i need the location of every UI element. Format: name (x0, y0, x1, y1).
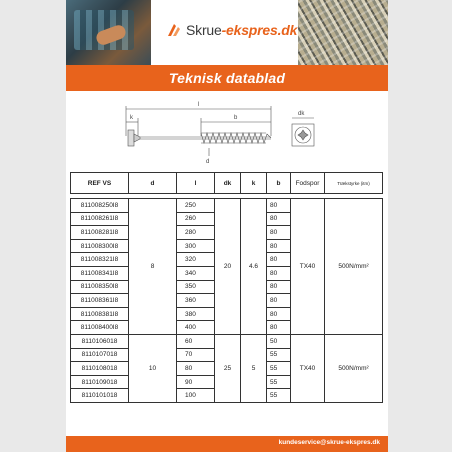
brand-name (186, 22, 297, 38)
cell-l: 100 (177, 389, 215, 403)
header (66, 0, 388, 65)
brand-name-suffix: -ekspres.dk (221, 22, 298, 38)
cell-b: 80 (267, 280, 291, 294)
label-k: k (130, 115, 133, 121)
header-dk: dk (215, 173, 241, 194)
cell-b: 80 (267, 212, 291, 226)
cell-b: 80 (267, 239, 291, 253)
cell-dk: 25 (215, 334, 241, 402)
cell-dk: 20 (215, 199, 241, 335)
cell-b: 55 (267, 375, 291, 389)
label-d: d (206, 159, 210, 165)
screw-drawing (66, 96, 388, 166)
cell-ref: 811008300I8 (71, 239, 129, 253)
header-ref: REF VS (71, 173, 129, 194)
table-row (71, 334, 383, 348)
header-k: k (241, 173, 267, 194)
label-dk: dk (298, 111, 305, 117)
header-b: b (267, 173, 291, 194)
cell-ref: 811008281I8 (71, 226, 129, 240)
cell-ref: 811008261I8 (71, 212, 129, 226)
cell-b: 80 (267, 321, 291, 335)
cell-drive: TX40 (291, 199, 325, 335)
cell-tensile: 500N/mm² (325, 199, 383, 335)
cell-b: 80 (267, 199, 291, 213)
cell-b: 80 (267, 294, 291, 308)
header-d: d (129, 173, 177, 194)
cell-l: 320 (177, 253, 215, 267)
screw-thread (201, 133, 271, 143)
cell-b: 80 (267, 266, 291, 280)
cell-b: 80 (267, 307, 291, 321)
page-title: Teknisk datablad (168, 70, 286, 86)
cell-d: 8 (129, 199, 177, 335)
cell-l: 90 (177, 375, 215, 389)
cell-l: 260 (177, 212, 215, 226)
header-l: l (177, 173, 215, 194)
cell-k: 5 (241, 334, 267, 402)
table-row (71, 199, 383, 213)
cell-ref: 811008321I8 (71, 253, 129, 267)
cell-l: 280 (177, 226, 215, 240)
cell-ref: 811008350I8 (71, 280, 129, 294)
header-drive: Fodspor (291, 173, 325, 194)
screw-head (128, 130, 134, 146)
cell-l: 60 (177, 334, 215, 348)
cell-l: 340 (177, 266, 215, 280)
label-b: b (234, 115, 238, 121)
cell-ref: 8110106018 (71, 334, 129, 348)
cell-l: 300 (177, 239, 215, 253)
cell-ref: 8110107018 (71, 348, 129, 362)
cell-b: 80 (267, 226, 291, 240)
cell-l: 380 (177, 307, 215, 321)
brand-logo[interactable] (166, 22, 297, 38)
cell-ref: 811008381I8 (71, 307, 129, 321)
cell-l: 360 (177, 294, 215, 308)
table-header-row (71, 173, 383, 194)
cell-l: 250 (177, 199, 215, 213)
cell-b: 50 (267, 334, 291, 348)
cell-l: 350 (177, 280, 215, 294)
cell-b: 55 (267, 348, 291, 362)
title-banner (66, 65, 388, 91)
screw-logo-icon (166, 22, 182, 38)
cell-drive: TX40 (291, 334, 325, 402)
torx-drive-icon (298, 130, 308, 140)
cell-b: 55 (267, 389, 291, 403)
cell-ref: 811008361I8 (71, 294, 129, 308)
contact-email-link[interactable]: kundeservice@skrue-ekspres.dk (278, 439, 380, 446)
cell-b: 55 (267, 362, 291, 376)
cell-l: 70 (177, 348, 215, 362)
cell-ref: 811008250I8 (71, 199, 129, 213)
cell-l: 400 (177, 321, 215, 335)
label-l: l (198, 102, 200, 108)
cell-d: 10 (129, 334, 177, 402)
cell-ref: 8110109018 (71, 375, 129, 389)
screws-photo (298, 0, 388, 65)
cell-b: 80 (267, 253, 291, 267)
cell-tensile: 500N/mm² (325, 334, 383, 402)
cell-ref: 8110101018 (71, 389, 129, 403)
cell-ref: 811008341I8 (71, 266, 129, 280)
cell-k: 4.6 (241, 199, 267, 335)
cell-l: 80 (177, 362, 215, 376)
cell-ref: 811008400I8 (71, 321, 129, 335)
footer-bar (66, 436, 388, 452)
spec-table (70, 172, 383, 403)
datasheet-page (66, 0, 388, 452)
tools-photo (66, 0, 151, 65)
cell-ref: 8110108018 (71, 362, 129, 376)
header-tensile: Trækstyrke (itm) (325, 173, 383, 194)
brand-name-prefix: Skrue (186, 22, 222, 38)
